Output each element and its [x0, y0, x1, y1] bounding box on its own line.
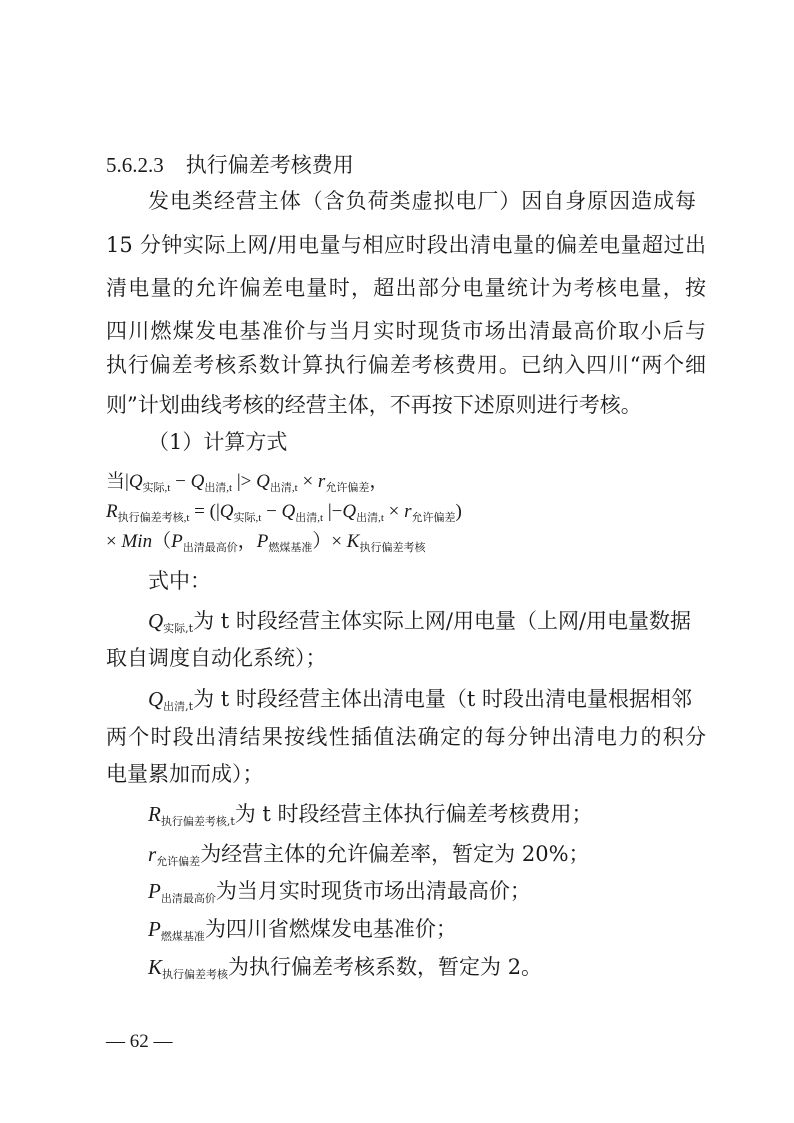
calc-heading: （1）计算方式 [148, 430, 288, 454]
def-q-clear: $Q_{出清,t}$为 t 时段经营主体出清电量（t 时段出清电量根据相邻 [148, 687, 692, 713]
formula-line-1: 当$|Q_{实际,t} - Q_{出清,t}$ |> $Q_{出清,t} \times r_{允许偏差}$， [106, 471, 389, 494]
def-r-fee: $R_{执行偏差考核,t}$为 t 时段经营主体执行偏差考核费用； [148, 802, 593, 828]
paragraph-line: 则”计划曲线考核的经营主体，不再按下述原则进行考核。 [106, 393, 642, 417]
paragraph-line: 发电类经营主体（含负荷类虚拟电厂）因自身原因造成每 [148, 189, 696, 213]
section-heading [106, 148, 706, 182]
paragraph-line: 15 分钟实际上网/用电量与相应时段出清电量的偏差电量超过出 [106, 233, 706, 257]
paragraph-line: 执行偏差考核系数计算执行偏差考核费用。已纳入四川“两个细 [106, 353, 706, 377]
def-p-coal: $P_{燃煤基准}$为四川省燃煤发电基准价； [148, 917, 457, 943]
section-title: 执行偏差考核费用 [185, 153, 354, 177]
formula-line-2: $R_{执行偏差考核,t} = (|Q_{实际,t} - Q_{出清,t}$ $|-Q_{出清,t} \times r_{允许偏差}$) [106, 501, 462, 524]
def-k-coef: $K_{执行偏差考核}$为执行偏差考核系数，暂定为 2。 [148, 955, 543, 981]
paragraph-line: 四川燃煤发电基准价与当月实时现货市场出清最高价取小后与 [106, 319, 706, 343]
def-r-allow: $r_{允许偏差}$为经营主体的允许偏差率，暂定为 20%； [148, 842, 590, 868]
def-p-highest: $P_{出清最高价}$为当月实时现货市场出清最高价； [148, 879, 531, 905]
def-q-clear-cont: 两个时段出清结果按线性插值法确定的每分钟出清电力的积分 [106, 725, 706, 749]
page-number: — 62 — [106, 1031, 173, 1052]
where-label: 式中： [148, 569, 211, 593]
def-q-clear-cont: 电量累加而成）； [106, 762, 264, 786]
paragraph-line: 清电量的允许偏差电量时，超出部分电量统计为考核电量，按 [106, 276, 706, 300]
def-q-actual-cont: 取自调度自动化系统）； [106, 646, 327, 670]
def-q-actual: $Q_{实际,t}$为 t 时段经营主体实际上网/用电量（上网/用电量数据 [148, 609, 692, 635]
section-number: 5.6.2.3 [106, 153, 164, 177]
formula-line-3: × $Min(P_{出清最高价}$，$P_{燃煤基准})\times K_{执行偏差考核}$ [106, 531, 426, 554]
